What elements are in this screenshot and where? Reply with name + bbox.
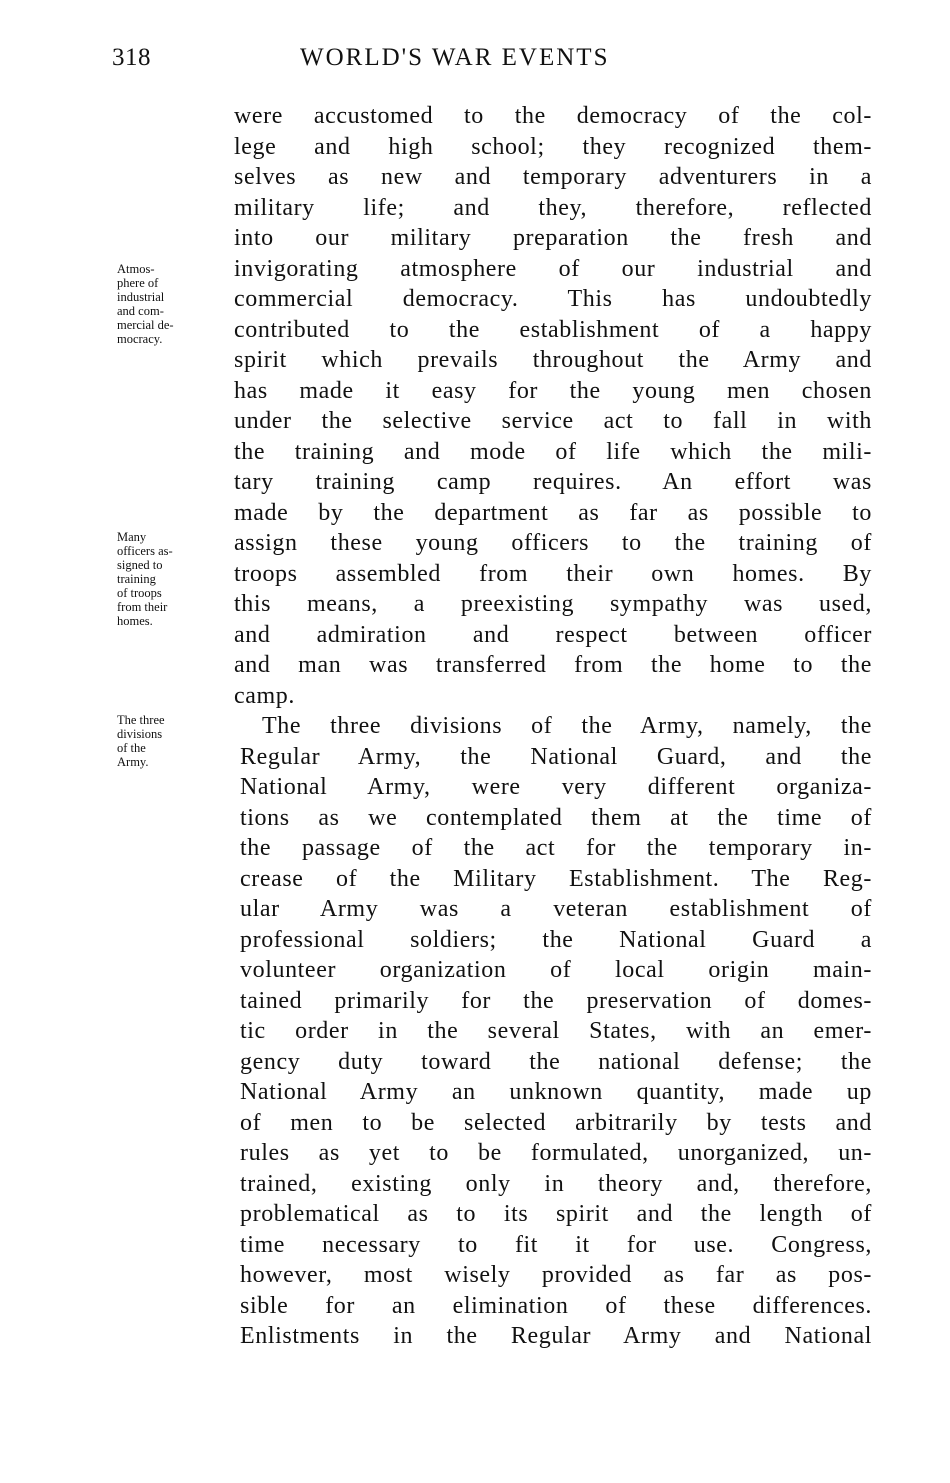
text-line: invigorating atmosphere of our industrial and <box>234 255 872 282</box>
margin-note-line: signed to <box>117 558 163 572</box>
margin-note-line: from their <box>117 600 168 614</box>
margin-note-line: of troops <box>117 586 162 600</box>
margin-note-line: of the <box>117 741 146 755</box>
text-line: tic order in the several States, with an emer- <box>240 1018 872 1044</box>
text-line: lege and high school; they recognized them- <box>234 133 872 160</box>
text-line: of men to be selected arbitrarily by tests and <box>240 1109 872 1136</box>
text-line: selves as new and temporary adventurers in a <box>234 164 872 190</box>
page-number: 318 <box>112 44 151 71</box>
text-line: National Army an unknown quantity, made up <box>240 1079 872 1105</box>
text-line: volunteer organization of local origin main- <box>240 957 872 983</box>
text-line: the training and mode of life which the mili- <box>234 438 872 465</box>
text-line: and man was transferred from the home to the <box>234 652 872 678</box>
text-line: gency duty toward the national defense; the <box>240 1048 872 1075</box>
text-line: into our military preparation the fresh and <box>234 225 872 251</box>
text-line: problematical as to its spirit and the length of <box>240 1201 872 1227</box>
text-line: troops assembled from their own homes. By <box>234 560 872 587</box>
margin-note <box>117 262 229 346</box>
text-line: Enlistments in the Regular Army and National <box>240 1323 872 1349</box>
margin-note-line: Army. <box>117 755 149 769</box>
text-line: Regular Army, the National Guard, and the <box>240 743 872 770</box>
margin-note <box>117 713 229 769</box>
text-line: sible for an elimination of these differences. <box>240 1292 872 1319</box>
text-line: tions as we contemplated them at the time of <box>240 804 872 831</box>
running-title: WORLD'S WAR EVENTS <box>300 44 610 71</box>
margin-note-line: Atmos- <box>117 262 155 276</box>
text-line: rules as yet to be formulated, unorganized, un- <box>240 1140 872 1166</box>
paragraph <box>240 711 872 1352</box>
margin-note-line: mercial de- <box>117 318 174 332</box>
text-line: has made it easy for the young men chosen <box>234 377 872 404</box>
text-line: commercial democracy. This has undoubtedly <box>234 286 872 312</box>
text-line: time necessary to fit it for use. Congress, <box>240 1231 872 1258</box>
text-line: tary training camp requires. An effort was <box>234 469 872 495</box>
text-line: The three divisions of the Army, namely, the <box>262 713 872 739</box>
text-line: ular Army was a veteran establishment of <box>240 896 872 922</box>
margin-note-line: industrial <box>117 290 165 304</box>
text-line: under the selective service act to fall in with <box>234 408 872 434</box>
margin-note-line: phere of <box>117 276 159 290</box>
margin-note-line: and com- <box>117 304 164 318</box>
text-line: spirit which prevails throughout the Army and <box>234 347 872 373</box>
text-line: were accustomed to the democracy of the col- <box>234 103 872 129</box>
text-line: camp. <box>234 682 295 709</box>
text-line: trained, existing only in theory and, therefore, <box>240 1170 872 1197</box>
text-line: crease of the Military Establishment. The Reg- <box>240 865 872 892</box>
margin-note-line: The three <box>117 713 165 727</box>
text-line: professional soldiers; the National Guard a <box>240 926 872 953</box>
body-text <box>234 101 872 1352</box>
text-line: however, most wisely provided as far as pos- <box>240 1262 872 1288</box>
margin-note-line: divisions <box>117 727 163 741</box>
text-line: contributed to the establishment of a happy <box>234 316 872 343</box>
margin-note-line: homes. <box>117 614 153 628</box>
text-line: made by the department as far as possible to <box>234 499 872 526</box>
margin-note-line: Many <box>117 530 147 544</box>
text-line: National Army, were very different organiza- <box>240 774 872 800</box>
text-line: this means, a preexisting sympathy was used, <box>234 591 872 617</box>
margin-note-line: mocracy. <box>117 332 163 346</box>
text-line: and admiration and respect between officer <box>234 621 872 648</box>
margin-note <box>117 530 229 628</box>
paragraph <box>234 101 872 711</box>
text-line: tained primarily for the preservation of domes- <box>240 987 872 1014</box>
text-line: assign these young officers to the training of <box>234 530 872 556</box>
text-line: military life; and they, therefore, reflected <box>234 194 872 221</box>
margin-note-line: officers as- <box>117 544 173 558</box>
margin-note-line: training <box>117 572 156 586</box>
text-line: the passage of the act for the temporary in- <box>240 835 872 861</box>
